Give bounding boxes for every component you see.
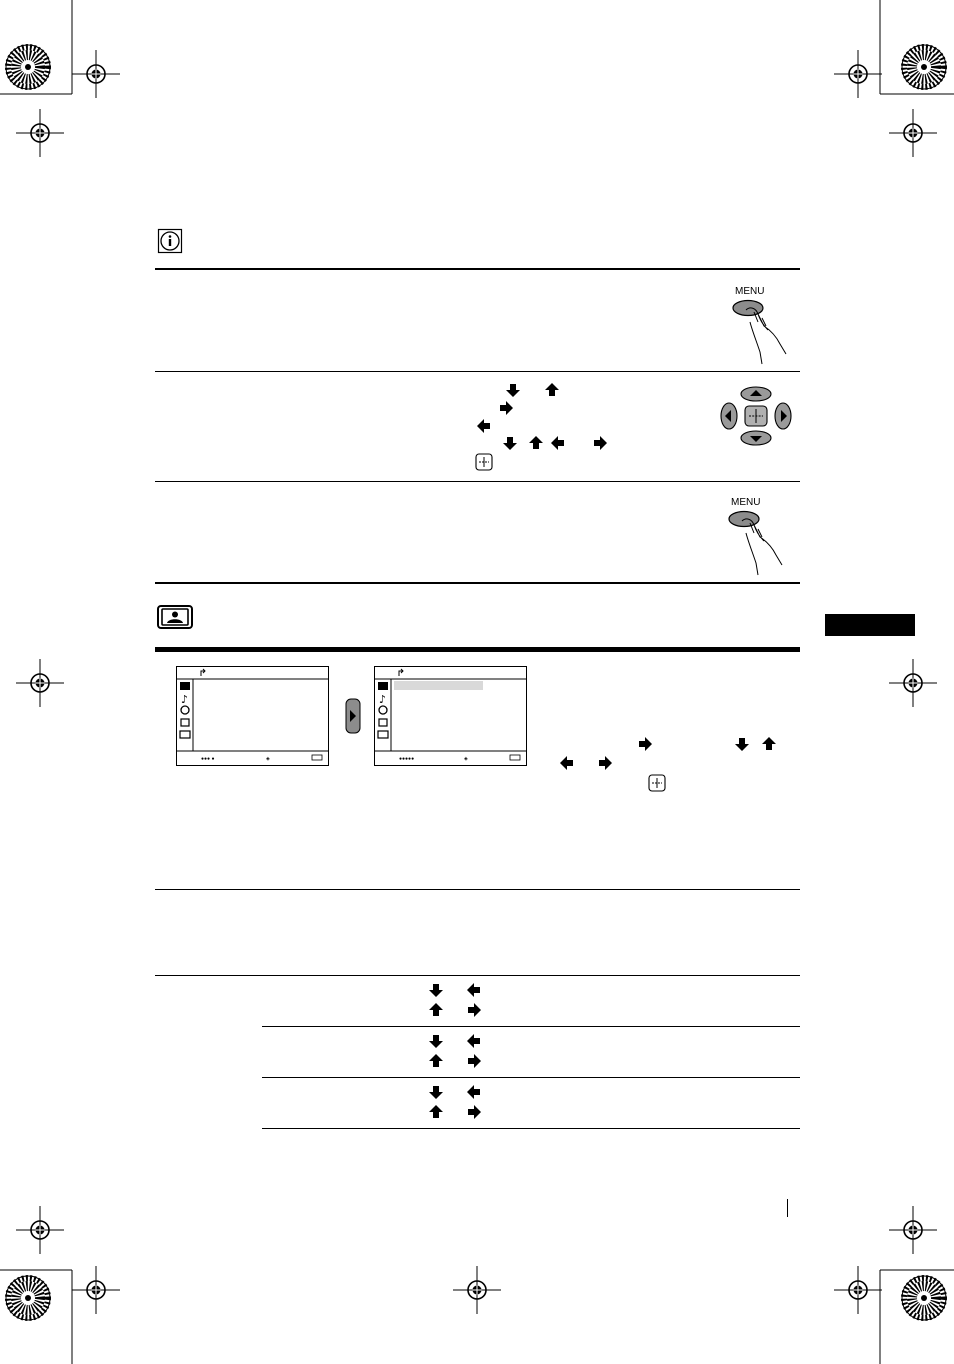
arrow-up-icon [429, 1003, 443, 1016]
arrow-down-icon [735, 738, 749, 751]
arrow-left-icon [551, 436, 564, 450]
menu-screen-preview-2 [374, 666, 527, 766]
arrow-left-icon [560, 756, 573, 770]
arrow-down-icon [506, 384, 520, 397]
direction-pad-icon [719, 385, 803, 449]
table-row-divider [262, 1026, 800, 1027]
arrow-up-icon [762, 737, 776, 750]
arrow-up-icon [429, 1105, 443, 1118]
row-divider [155, 371, 800, 372]
arrow-right-icon [500, 401, 513, 415]
arrow-up-icon [529, 436, 543, 449]
arrow-down-icon [429, 984, 443, 997]
ok-button-icon [649, 775, 665, 791]
table-row-divider [262, 1077, 800, 1078]
arrow-right-icon [345, 698, 361, 734]
arrow-instructions-2 [555, 733, 795, 793]
arrow-left-icon [467, 983, 480, 997]
menu-button-label: MENU [731, 497, 761, 508]
section-divider [155, 582, 800, 584]
svg-text:♪: ♪ [181, 693, 189, 706]
svg-text:◈: ◈ [464, 756, 468, 762]
heading-rule [155, 647, 800, 652]
arrow-instructions [470, 380, 590, 480]
svg-text:◈: ◈ [266, 756, 270, 762]
row-divider [155, 481, 800, 482]
menu-button-hand-icon [728, 296, 788, 366]
section-divider [155, 268, 800, 270]
arrow-left-icon [477, 419, 490, 433]
arrow-up-icon [545, 383, 559, 396]
arrow-right-icon [468, 1054, 481, 1068]
svg-text:♪: ♪ [379, 693, 387, 706]
table-arrow-pairs [420, 980, 500, 1130]
arrow-up-icon [429, 1054, 443, 1067]
menu-screen-preview-1 [176, 666, 329, 766]
info-icon [158, 229, 182, 253]
arrow-left-icon [467, 1085, 480, 1099]
menu-button-label: MENU [735, 286, 765, 297]
arrow-right-icon [639, 737, 652, 751]
arrow-down-icon [503, 437, 517, 450]
picture-adjustment-icon [157, 605, 193, 629]
arrow-down-icon [429, 1035, 443, 1048]
ok-button-icon [476, 454, 492, 470]
svg-text:●●●●●: ●●●●● [399, 756, 415, 762]
page-number-marker [787, 1199, 788, 1217]
section-tab [825, 614, 915, 636]
arrow-left-icon [467, 1034, 480, 1048]
row-divider [155, 889, 800, 890]
arrow-down-icon [429, 1086, 443, 1099]
row-divider [155, 975, 800, 976]
menu-button-hand-icon [724, 507, 784, 577]
table-row-divider [262, 1128, 800, 1129]
arrow-right-icon [599, 756, 612, 770]
svg-text:●●● ●: ●●● ● [201, 756, 215, 762]
arrow-right-icon [468, 1003, 481, 1017]
arrow-right-icon [468, 1105, 481, 1119]
